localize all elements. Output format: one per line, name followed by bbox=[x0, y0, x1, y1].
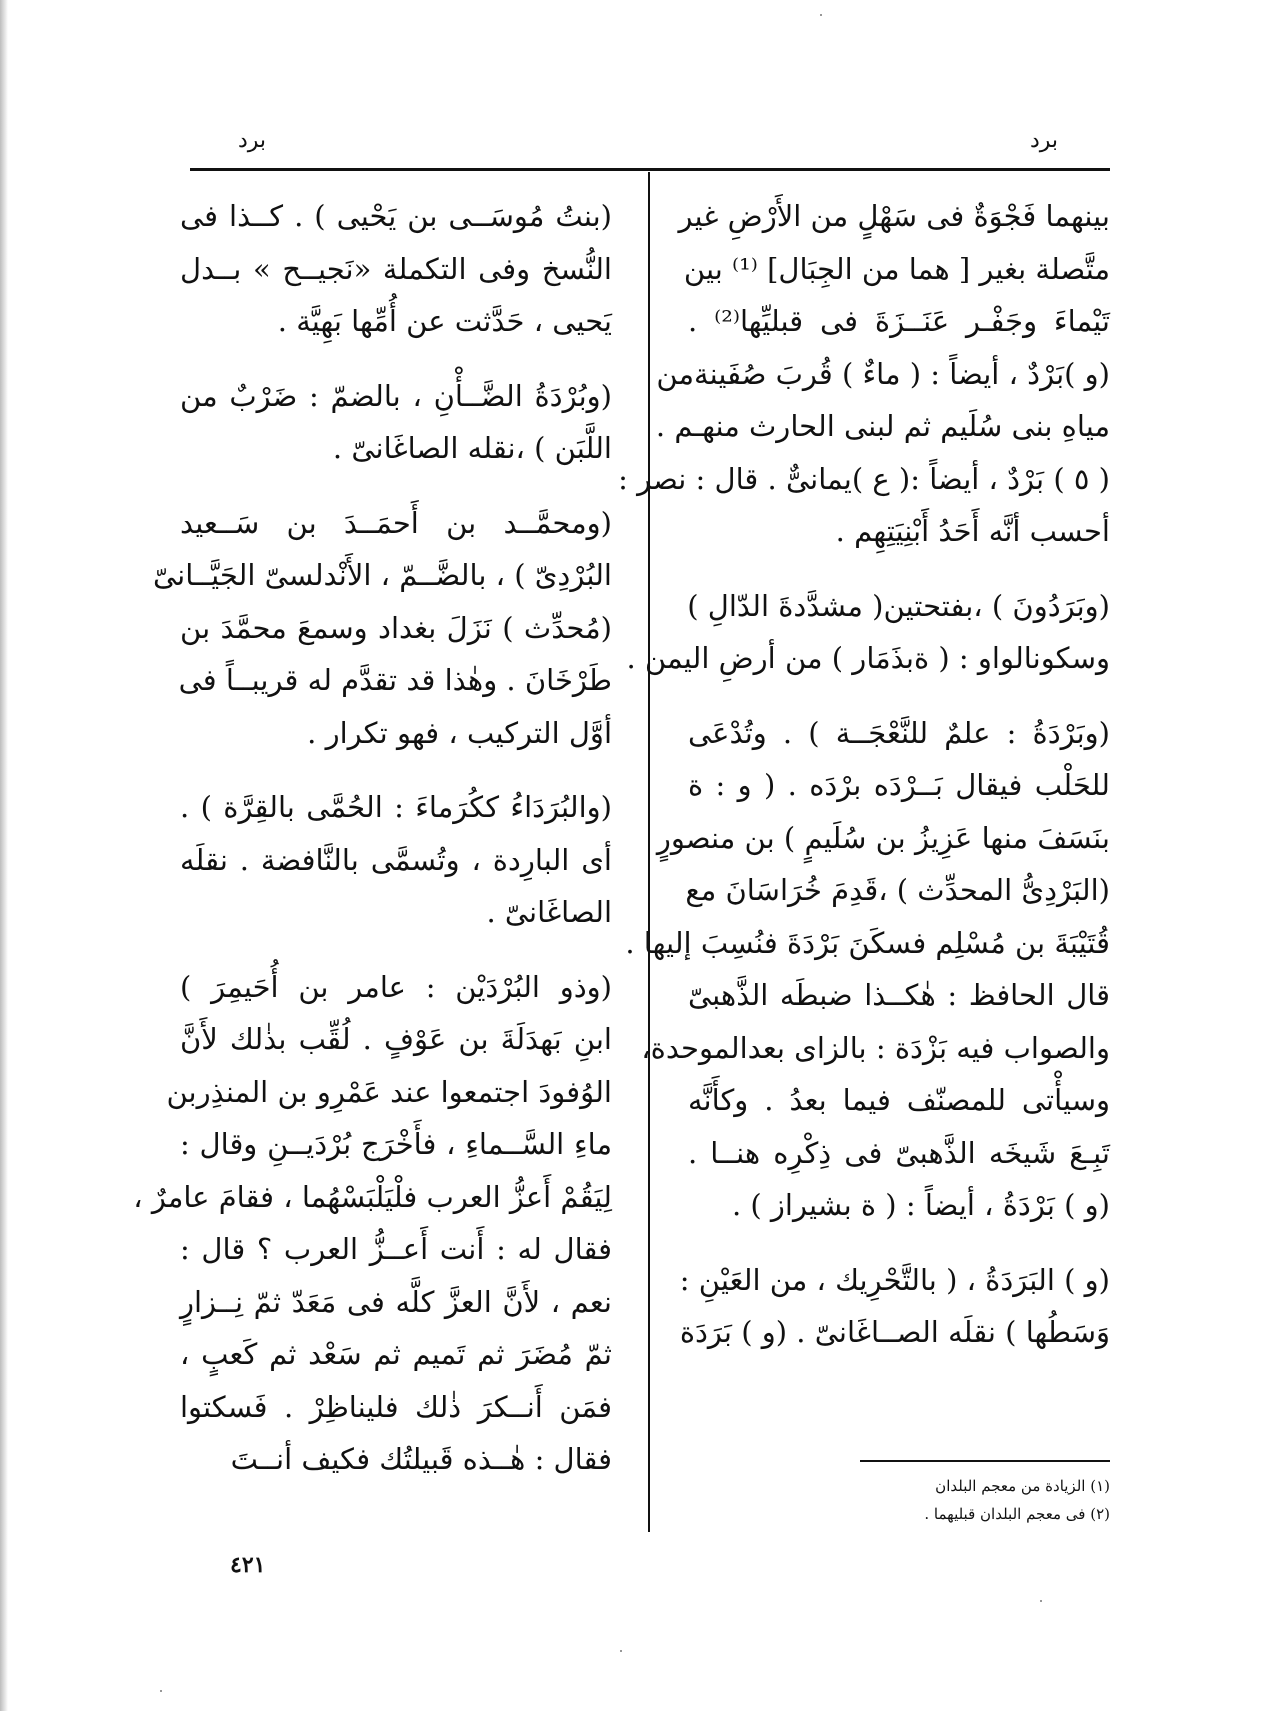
text-line: ثمّ مُضَرَ ثم تَميم ثم سَعْد ثم كَعبٍ ، bbox=[180, 1337, 612, 1371]
text-line: وَسَطُها ) نقلَه الصــاغَانىّ . (و ) بَرَدَة bbox=[679, 1315, 1110, 1349]
paragraph-gap bbox=[180, 939, 612, 961]
text-line: مياهِ بنى سُلَيم ثم لبنى الحارث منهـم . bbox=[655, 409, 1110, 443]
text-line: أوَّل التركيب ، فهو تكرار . bbox=[307, 715, 612, 750]
text-line: والصواب فيه بَزْدَة : بالزاى بعدالموحدة، bbox=[641, 1030, 1110, 1065]
text-line: فقال له : أَنت أَعــزُّ العرب ؟ قال : bbox=[180, 1232, 612, 1266]
scan-speck bbox=[1040, 1600, 1042, 1602]
text-line: (و ) البَرَدَةُ ، ( بالتَّحْرِيك ، من العَيْنِ : bbox=[679, 1262, 1110, 1297]
paragraph-gap bbox=[180, 348, 612, 370]
text-line: متَّصلة بغير [ هما من الجِبَال] ⁽¹⁾ بين bbox=[683, 251, 1110, 286]
footnote-1: (١) الزيادة من معجم البلدان bbox=[935, 1477, 1110, 1495]
right-text-column bbox=[618, 190, 1110, 1359]
page-number: ٤٢١ bbox=[230, 1552, 266, 1578]
text-line: قال الحافظ : هٰكــذا ضبطَه الذَّهبىّ bbox=[688, 978, 1110, 1012]
text-line: ابنِ بَهدَلَةَ بن عَوْفٍ . لُقِّب بذٰلك لأَنَّ bbox=[180, 1022, 612, 1056]
scan-speck bbox=[820, 14, 822, 16]
left-text-column bbox=[133, 190, 612, 1486]
text-line: ( ٥ ) بَرْدٌ ، أيضاً :( ع )يمانىٌّ . قال : نصر : bbox=[618, 461, 1110, 496]
text-line: بينهما فَجْوَةٌ فى سَهْلٍ من الأَرْضِ غير bbox=[678, 199, 1110, 233]
paragraph-gap bbox=[688, 685, 1110, 707]
text-line: الوُفودَ اجتمعوا عند عَمْرِو بن المنذِربن bbox=[166, 1074, 612, 1109]
scan-speck bbox=[620, 1650, 622, 1652]
footnote-2: (٢) فى معجم البلدان قبليهما . bbox=[924, 1505, 1110, 1523]
text-line: يَحيى ، حَدَّثت عن أُمِّها بَهِيَّة . bbox=[277, 304, 612, 338]
text-line: تَيْماءَ وجَفْـر عَنَــزَةَ فى قبليِّها⁽²⁾ . bbox=[688, 304, 1110, 338]
column-divider bbox=[648, 172, 650, 1532]
text-line: لِيَقُمْ أَعزُّ العرب فلْيَلْبَسْهُما ، فقامَ عامرٌ ، bbox=[133, 1179, 612, 1214]
text-line: (وذو البُرْدَيْن : عامر بن أُحَيمِرَ ) bbox=[180, 969, 612, 1004]
text-line: فقال : هٰــذه قَبيلتُك فكيف أنــتَ bbox=[230, 1442, 612, 1476]
running-header-left: برد bbox=[238, 128, 267, 153]
text-line: قُتَيْبَةَ بن مُسْلِم فسكَنَ بَرْدَةَ فنُسِبَ إليها . bbox=[625, 925, 1110, 960]
footnotes bbox=[780, 1472, 1110, 1528]
text-line: (ومحمَّــد بن أَحمَــدَ بن سَــعيد bbox=[180, 505, 612, 540]
text-line: (و )بَرْدٌ ، أيضاً : ( ماءٌ ) قُربَ صُفَينةمن bbox=[656, 356, 1110, 391]
header-rule bbox=[190, 168, 1110, 171]
text-line: أحسب أنَّه أَحَدُ أَبْنِيَتِهِم . bbox=[835, 514, 1110, 548]
running-header-right: برد bbox=[1030, 128, 1059, 153]
paragraph-gap bbox=[688, 558, 1110, 580]
text-line: اللَّبَن ) ،نقله الصاغَانىّ . bbox=[332, 431, 612, 465]
text-line: طَرْخَانَ . وهٰذا قد تقدَّم له قريبــاً فى bbox=[178, 663, 612, 697]
text-line: (و ) بَرْدَةُ ، أيضاً : ( ة بشيراز ) . bbox=[731, 1188, 1110, 1222]
paragraph-gap bbox=[180, 759, 612, 781]
text-line: (وبُرْدَةُ الضَّــأْنِ ، بالضمّ : ضَرْبٌ من bbox=[180, 378, 612, 413]
text-line: النُّسخ وفى التكملة «نَجيــح » بــدل bbox=[180, 251, 612, 286]
text-line: (وبَرْدَةُ : علمٌ للنَّعْجَــة ) . وتُدْعَى bbox=[688, 715, 1110, 750]
text-line: بنَسَفَ منها عَزِيزُ بن سُلَيمٍ ) بن منصورٍ bbox=[656, 820, 1110, 855]
text-line: وسكونالواو : ( ةبذَمَار ) من أرضِ اليمن . bbox=[626, 641, 1110, 675]
text-line: ماءِ السَّــماءِ ، فأَخْرَج بُرْدَيــنِ وقال : bbox=[180, 1127, 612, 1161]
text-line: البُرْدِىّ ) ، بالضَّــمّ ، الأَنْدلسىّ الجَيَّــانىّ bbox=[153, 558, 612, 592]
text-line: (والبُرَدَاءُ ككُرَماءَ : الحُمَّى بالقِرَّة ) . bbox=[180, 790, 612, 824]
text-line: الصاغَانىّ . bbox=[486, 895, 612, 929]
footnote-rule bbox=[860, 1460, 1110, 1462]
text-line: (بنتُ مُوسَــى بن يَحْيى ) . كــذا فى bbox=[180, 199, 612, 233]
text-line: للحَلْب فيقال بَــرْدَه برْدَه . ( و : ة bbox=[688, 768, 1110, 802]
text-line: وسيأْتى للمصنّف فيما بعدُ . وكأَنَّه bbox=[688, 1083, 1110, 1117]
paragraph-gap bbox=[180, 475, 612, 497]
scan-speck bbox=[160, 1690, 162, 1692]
text-line: تَبِـعَ شَيخَه الذَّهبىّ فى ذِكْرِه هنــا . bbox=[688, 1135, 1110, 1170]
paragraph-gap bbox=[688, 1232, 1110, 1254]
text-line: أى البارِدة ، وتُسمَّى بالنَّافضة . نقلَه bbox=[180, 842, 612, 877]
scan-edge-shadow bbox=[0, 0, 8, 1711]
text-line: (مُحدِّث ) نَزَلَ بغداد وسمعَ محمَّدَ بن bbox=[180, 610, 612, 645]
text-line: نعم ، لأَنَّ العزَّ كلَّه فى مَعَدّ ثمّ نِــزارٍ bbox=[180, 1284, 612, 1319]
text-line: (وبَرَدُونَ ) ،بفتحتين( مشدَّدةَ الدّالِ ) bbox=[687, 588, 1110, 623]
text-line: فمَن أَنــكرَ ذٰلك فليناظِرْ . فَسكتوا bbox=[180, 1389, 612, 1424]
text-line: (البَرْدِىُّ المحدِّث ) ،قَدِمَ خُرَاسَانَ مع bbox=[685, 873, 1110, 907]
